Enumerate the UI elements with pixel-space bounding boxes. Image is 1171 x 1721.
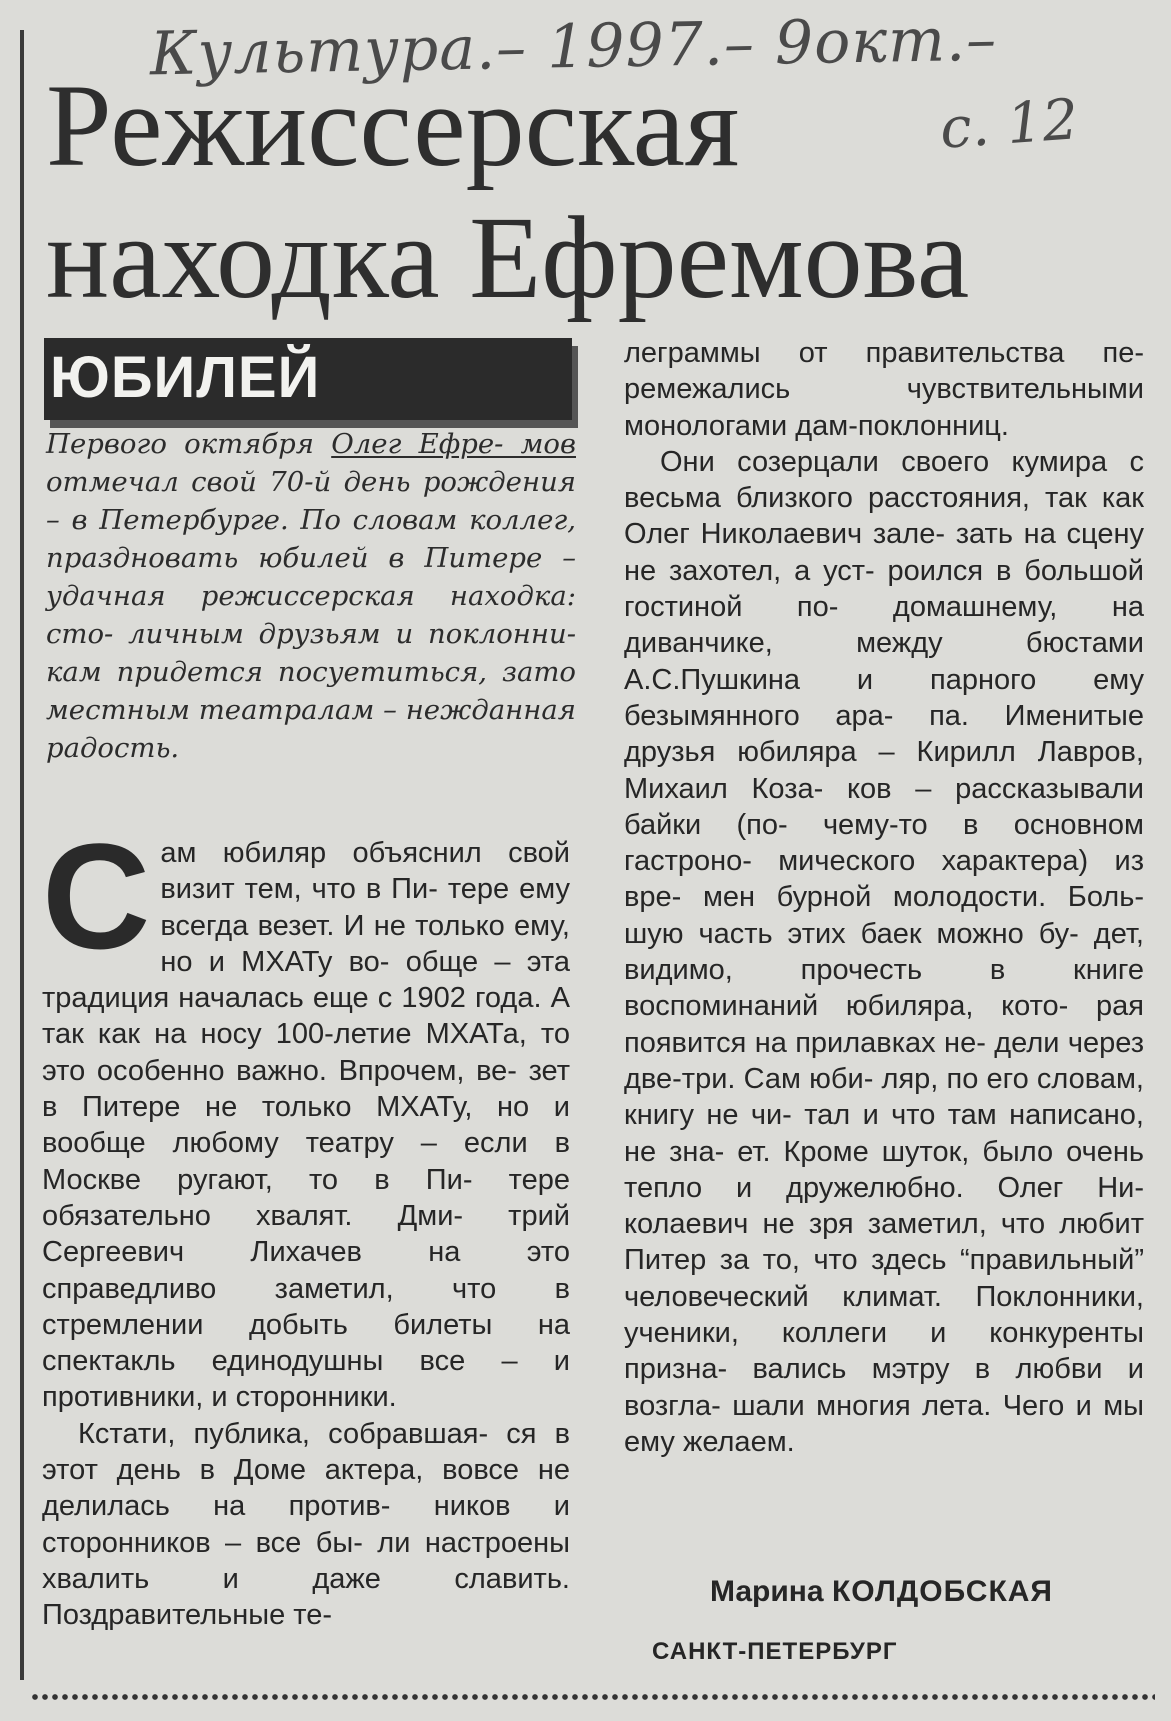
rubric-label: ЮБИЛЕЙ [50,345,321,410]
body-paragraph: Они созерцали своего кумира с весьма близкого расстояния, так как Олег Николаевич зале- зать на сцену не захотел, а уст- роился в большой гостиной по- домашнему, на диванчике, между бюстами А.С.Пушкина и парного ему безымянного ара- па. Именитые друзья юбиляра – Кирилл Лавров, Михаил Коза- ков – рассказывали байки (по- чему-то в основном гастроно- мического характера) из вре- мен бурной молодости. Боль- шую часть этих баек можно бу- дет, видимо, прочесть в книге воспоминаний юбиляра, кото- рая появится на прилавках не- дели через две-три. Сам юби- ляр, по его словам, книгу не чи- тал и что там написано, не зна- ет. Кроме шуток, было очень тепло и дружелюбно. Олег Ни- колаевич не зря заметил, что любит Питер за то, что здесь “правильный” человеческий климат. Поклонники, ученики, коллеги и конкуренты призна- вались мэтру в любви и возгла- шали многия лета. Чего и мы ему желаем. [624,445,1144,1458]
author-byline [710,1575,1053,1609]
headline-line-2: находка Ефремова [46,192,970,323]
article-headline [46,60,969,324]
body-paragraph: леграммы от правительства пе- ремежались чувствительными монологами дам-поклонниц. [624,337,1144,442]
author-first-name: Марина [710,1575,824,1608]
article-column-1 [42,812,570,1634]
rubric-banner [44,338,572,420]
lead-underlined-name: Олег Ефре- мов [331,428,576,460]
column-rule [20,30,24,1680]
lead-text-rest: отмечал свой 70-й день рождения – в Петербурге. По словам коллег, праздновать юбилей в Питере – удачная режиссерская находка: сто- личным друзьям и поклонни- кам придется посуетиться, зато местным театралам – нежданная радость. [46,466,576,764]
body-paragraph: Кстати, публика, собравшая- ся в этот день в Доме актера, вовсе не делилась на против- ников и сторонников – все бы- ли настроены хвалить и даже славить. Поздравительные те- [42,1417,570,1632]
paragraph-text: ам юбиляр объяснил свой визит тем, что в Пи- тере ему всегда везет. И не только ему, но и МХАТу во- обще – эта традиция началась еще с 1902 года. А так как на носу 100-летие МХАТа, то это особенно важно. Впрочем, ве- зет в Питере не только МХАТу, но и вообще любому театру – если в Москве ругают, то в Пи- тере обязательно хвалят. Дми- трий Сергеевич Лихачев на это справедливо заметил, что в стремлении добыть билеты на спектакль единодушны все – и противники, и сторонники. [42,837,570,1414]
headline-line-1: Режиссерская [46,60,740,191]
handwritten-source-note: Культура.– 1997.– 9окт.– [149,4,998,90]
body-paragraph [42,812,570,1416]
lead-paragraph [46,425,576,767]
dateline-city: САНКТ-ПЕТЕРБУРГ [652,1638,898,1665]
lead-text-start: Первого октября [46,428,332,460]
article-column-2 [624,335,1144,1460]
drop-cap: С [42,812,151,980]
dotted-separator [30,1692,1155,1702]
author-surname: КОЛДОБСКАЯ [831,1575,1053,1608]
handwritten-page-note: с. 12 [937,87,1081,162]
